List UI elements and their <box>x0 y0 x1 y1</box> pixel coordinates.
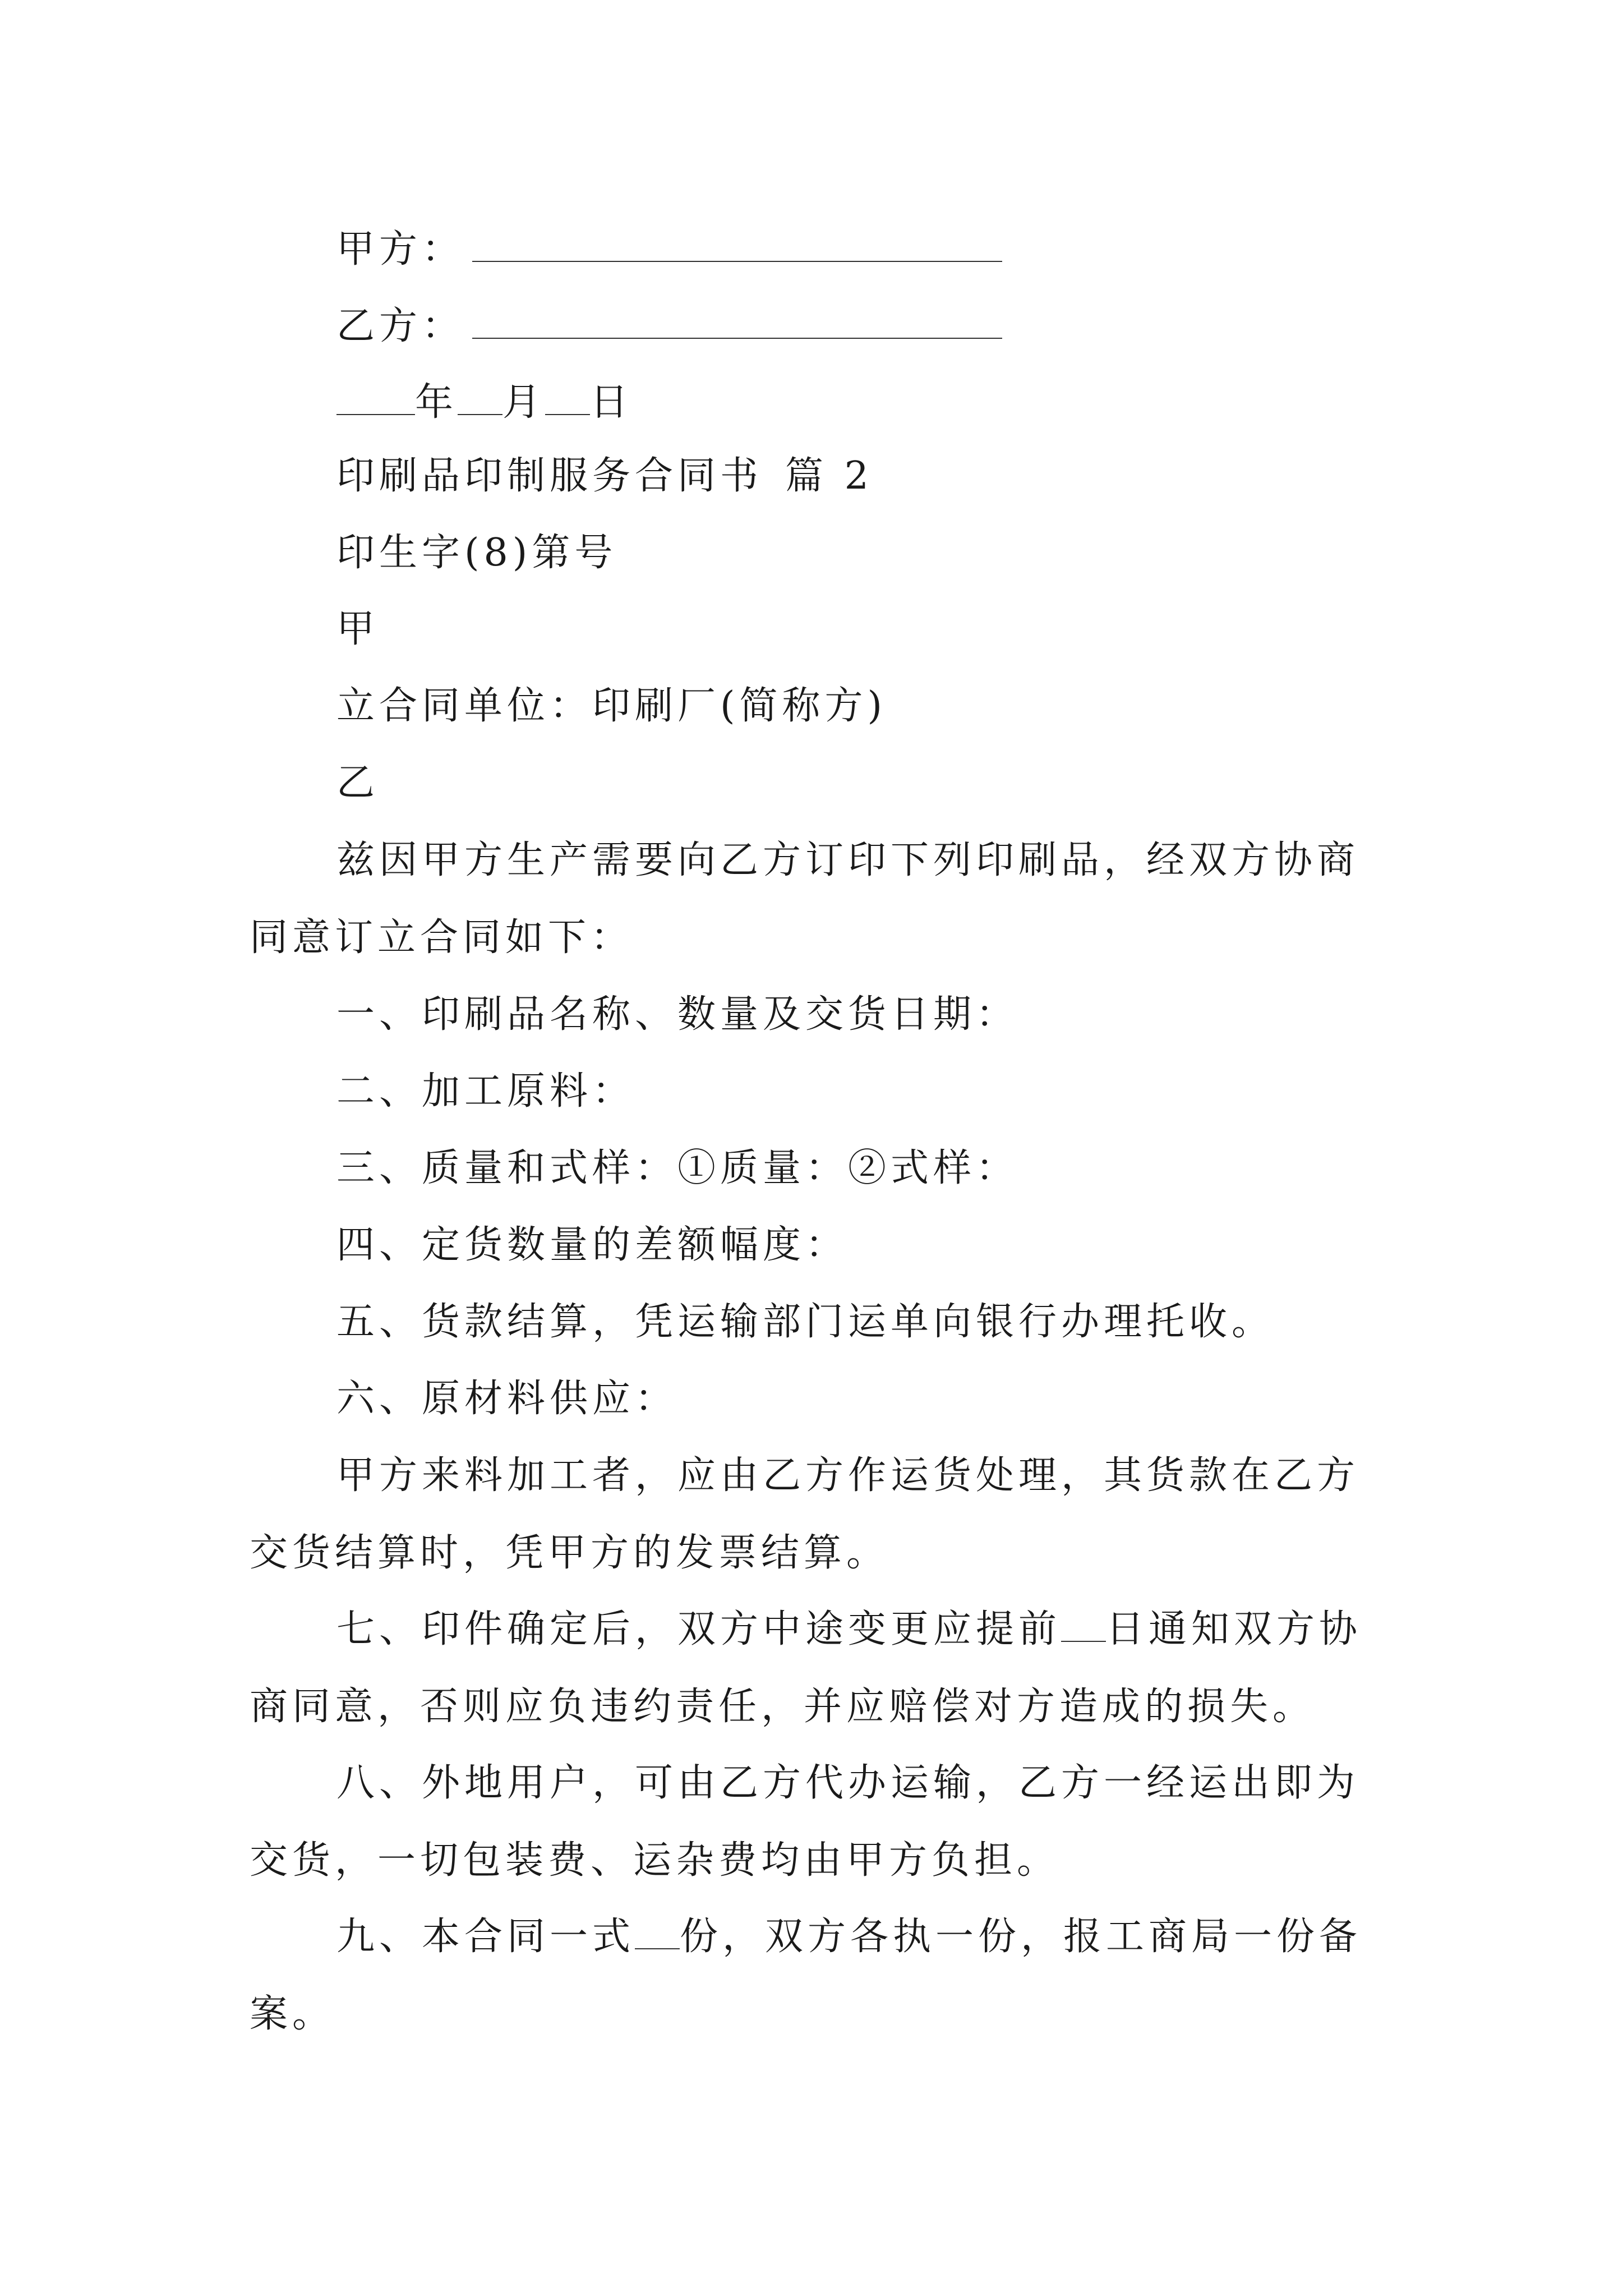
yi-text: 乙 <box>336 761 380 805</box>
doc-number <box>336 531 617 575</box>
clause-7-end: 日通知双方协商同意，否则应负违约责任，并应赔偿对方造成的损失。 <box>250 1607 1362 1729</box>
clause-4: 四、定货数量的差额幅度： <box>336 1223 849 1267</box>
contract-unit-line <box>336 684 887 728</box>
clause-8: 八、外地用户，可由乙方代办运输，乙方一经运出即为交货，一切包装费、运杂费均由甲方负担。 <box>250 1761 1360 1883</box>
doc-number-text: 印生字(8)第号 <box>336 531 617 575</box>
clause-3: 三、质量和式样：①质量：②式样： <box>336 1146 1019 1190</box>
party-a-line <box>336 227 1002 272</box>
yi-line <box>336 761 380 805</box>
month-label: 月 <box>502 380 546 425</box>
clause-6: 六、原材料供应： <box>336 1377 678 1421</box>
party-b-blank[interactable] <box>472 304 1002 339</box>
contract-unit-text: 立合同单位：印刷厂(简称方) <box>336 684 887 728</box>
party-b-label: 乙方： <box>336 304 465 348</box>
clause-7-start: 七、印件确定后，双方中途变更应提前 <box>336 1607 1062 1651</box>
clause-6-detail: 甲方来料加工者，应由乙方作运货处理，其货款在乙方交货结算时，凭甲方的发票结算。 <box>250 1453 1360 1575</box>
year-blank[interactable] <box>336 380 415 415</box>
jia-text: 甲 <box>336 607 380 651</box>
clause-7 <box>250 1591 1388 1746</box>
document-title: 印刷品印制服务合同书 <box>336 454 763 498</box>
party-b-line <box>336 304 1002 346</box>
clause-9-start: 九、本合同一式 <box>336 1915 635 1959</box>
notice-days-blank[interactable] <box>1061 1607 1106 1642</box>
copies-blank[interactable] <box>635 1915 680 1949</box>
date-line <box>336 380 633 425</box>
party-a-blank[interactable] <box>472 227 1002 262</box>
section-title <box>336 454 873 498</box>
intro-paragraph: 兹因甲方生产需要向乙方订印下列印刷品，经双方协商同意订立合同如下： <box>250 838 1360 960</box>
month-blank[interactable] <box>458 380 502 415</box>
year-label: 年 <box>415 380 458 425</box>
clause-9-end: 份，双方各执一份，报工商局一份备案。 <box>250 1915 1362 2036</box>
section-label: 篇 2 <box>785 454 873 498</box>
clause-5: 五、货款结算，凭运输部门运单向银行办理托收。 <box>336 1300 1275 1344</box>
clause-2: 二、加工原料： <box>336 1069 635 1114</box>
day-label: 日 <box>590 380 633 425</box>
party-a-label: 甲方： <box>336 227 465 272</box>
clause-9 <box>250 1898 1388 2053</box>
clause-1: 一、印刷品名称、数量及交货日期： <box>336 992 1019 1037</box>
jia-line <box>336 607 380 651</box>
day-blank[interactable] <box>545 380 590 415</box>
